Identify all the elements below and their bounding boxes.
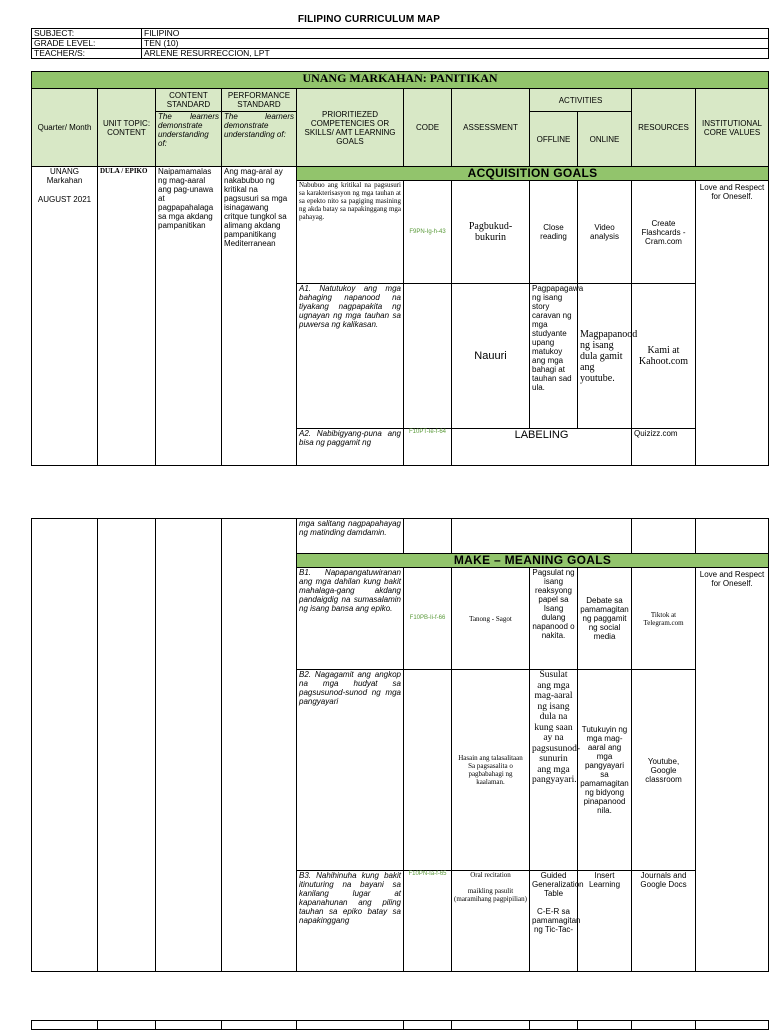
mm-competency-1: B1. Napapangatuwiranan ang mga dahilan kung bakit mahalaga-gang akdang pandaigdig na sumasalamin ng isang bansa ang epiko. xyxy=(297,568,404,670)
header-content-standard-sub: The learners demonstrate understanding of: xyxy=(156,112,222,167)
p3-cell xyxy=(578,1021,632,1030)
p3-cell xyxy=(98,1021,156,1030)
quarter-title: UNANG MARKAHAN: PANITIKAN xyxy=(32,72,769,89)
unit-topic-cell-p2 xyxy=(98,519,156,972)
p3-cell xyxy=(452,1021,530,1030)
performance-standard-cell-p2 xyxy=(222,519,297,972)
content-standard-cell-p2 xyxy=(156,519,222,972)
code-cont-p2 xyxy=(404,519,452,554)
mm-competency-2: B2. Nagagamit ang angkop na mga hudyat sa pagsusunod-sunod ng mga pangyayari xyxy=(297,670,404,871)
acq-offline-1: Close reading xyxy=(530,181,578,284)
teacher-row xyxy=(32,49,769,59)
quarter-cell xyxy=(32,167,98,466)
header-performance-standard-sub: The learners demonstrate understanding of: xyxy=(222,112,297,167)
make-meaning-goals-heading: MAKE – MEANING GOALS xyxy=(297,554,769,568)
acq-offline-2: Pagpapagawa ng isang story caravan ng mga studyante upang matukoy ang mga bahagi at tauhan sad ula. xyxy=(530,284,578,429)
mm-resources-2: Youtube, Google classroom xyxy=(632,670,696,871)
curriculum-table-page1 xyxy=(31,71,769,466)
acq-code-3: F10PT-Ie-f-64 xyxy=(404,429,452,466)
acq-assessment-3: LABELING xyxy=(452,429,632,466)
header-competencies: PRIORITIEZED COMPETENCIES OR SKILLS/ AMT LEARNING GOALS xyxy=(297,89,404,167)
acq-competency-1: Nabubuo ang kritikal na pagsusuri sa karakterisasyon ng mga tauhan at sa epekto nito sa pagiging masining ng akda batay sa napakinggang mga pahayag. xyxy=(297,181,404,284)
mm-code-2 xyxy=(404,670,452,871)
header-assessment: ASSESSMENT xyxy=(452,89,530,167)
p3-cell xyxy=(404,1021,452,1030)
month-name: AUGUST 2021 xyxy=(37,195,92,204)
mm-competency-3: B3. Nahihinuha kung bakit itinuturing na bayani sa kanilang lugar at kapanahunan ang piling tauhan sa epiko batay sa napakinggang xyxy=(297,871,404,972)
mm-offline-3a: Guided Generalization Table xyxy=(532,871,584,898)
p3-cell xyxy=(696,1021,769,1030)
subject-row xyxy=(32,29,769,39)
mm-assessment-3b: maikling pasulit (maramihang pagpipilian) xyxy=(454,887,527,903)
mm-online-3: Insert Learning xyxy=(578,871,632,972)
acq-online-2: Magpapanood ng isang dula gamit ang youtube. xyxy=(578,284,632,429)
header-performance-standard: PERFORMANCE STANDARD xyxy=(222,89,297,112)
quarter-name: UNANG Markahan xyxy=(46,167,83,185)
unit-topic-cell: DULA / EPIKO xyxy=(98,167,156,466)
header-content-standard: CONTENT STANDARD xyxy=(156,89,222,112)
header-online: ONLINE xyxy=(578,112,632,167)
content-standard-cell: Naipamamalas ng mag-aaral ang pag-unawa at pagpapahalaga sa mga akdang pampanitikan xyxy=(156,167,222,466)
mm-offline-3b: C-E-R sa pamamagitan ng Tic-Tac- xyxy=(532,907,581,934)
grade-value: TEN (10) xyxy=(142,39,769,49)
mm-core-values: Love and Respect for Oneself. xyxy=(696,568,769,972)
p3-cell xyxy=(632,1021,696,1030)
header-unit-topic: UNIT TOPIC: CONTENT xyxy=(98,89,156,167)
mm-code-3: F10PN-Ia-f-65 xyxy=(404,871,452,972)
mm-code-1: F10PB-Ii-f-66 xyxy=(404,568,452,670)
acq-competency-3-continued: mga salitang nagpapahayag ng matinding damdamin. xyxy=(297,519,404,554)
header-offline: OFFLINE xyxy=(530,112,578,167)
acq-assessment-1: Pagbukud-bukurin xyxy=(452,181,530,284)
document-title: FILIPINO CURRICULUM MAP xyxy=(297,14,441,25)
acq-code-1: F9PN-Ig-h-43 xyxy=(404,181,452,284)
header-resources: RESOURCES xyxy=(632,89,696,167)
acq-resources-3: Quizizz.com xyxy=(632,429,696,466)
subject-value: FILIPINO xyxy=(142,29,769,39)
acq-online-1: Video analysis xyxy=(578,181,632,284)
quarter-cell-p2 xyxy=(32,519,98,972)
mm-assessment-2: Hasain ang talasalitaan Sa pagsasalita o pagbabahagi ng kaalaman. xyxy=(452,670,530,871)
p3-cell xyxy=(32,1021,98,1030)
p3-cell xyxy=(156,1021,222,1030)
teacher-value: ARLENE RESURRECCION, LPT xyxy=(142,49,769,59)
acq-core-values: Love and Respect for Oneself. xyxy=(696,181,769,466)
mm-online-2: Tutukuyin ng mga mag-aaral ang mga pangyayari sa pamamagitan ng bidyong pinapanood nila. xyxy=(578,670,632,871)
header-activities: ACTIVITIES xyxy=(530,89,632,112)
grade-label: GRADE LEVEL: xyxy=(32,39,142,49)
header-core-values: INSTITUTIONAL CORE VALUES xyxy=(696,89,769,167)
mm-online-1: Debate sa pamamagitan ng paggamit ng social media xyxy=(578,568,632,670)
curriculum-table-page3-top xyxy=(31,1020,769,1030)
acq-code-2 xyxy=(404,284,452,429)
p3-cell xyxy=(222,1021,297,1030)
acq-assessment-2: Nauuri xyxy=(452,284,530,429)
values-cont-p2 xyxy=(696,519,769,554)
acq-resources-1: Create Flashcards - Cram.com xyxy=(632,181,696,284)
curriculum-table-page2 xyxy=(31,518,769,972)
mm-offline-2: Susulat ang mga mag-aaral ng isang dula na kung saan ay na pagsusunod-sunurin ang mga pangyayari. xyxy=(530,670,578,871)
header-quarter: Quarter/ Month xyxy=(32,89,98,167)
mm-resources-3: Journals and Google Docs xyxy=(632,871,696,972)
acq-competency-3: A2. Nabibigyang-puna ang bisa ng paggamit ng xyxy=(297,429,404,466)
p3-cell xyxy=(530,1021,578,1030)
mm-offline-3 xyxy=(530,871,584,972)
subject-label: SUBJECT: xyxy=(32,29,142,39)
acq-resources-2: Kami at Kahoot.com xyxy=(632,284,696,429)
resources-cont-p2 xyxy=(632,519,696,554)
header-code: CODE xyxy=(404,89,452,167)
mm-assessment-3a: Oral recitation xyxy=(470,871,511,879)
info-table xyxy=(31,28,769,59)
teacher-label: TEACHER/S: xyxy=(32,49,142,59)
assessment-cont-p2 xyxy=(452,519,632,554)
performance-standard-cell: Ang mag-aral ay nakabubuo ng kritikal na pagsusuri sa mga isinagawang critque tungkol sa alimang akdang pampanitikang Mediterranean xyxy=(222,167,297,466)
mm-offline-1: Pagsulat ng isang reaksyong papel sa Isang dulang napanood o nakita. xyxy=(530,568,578,670)
grade-row xyxy=(32,39,769,49)
acq-competency-2: A1. Natutukoy ang mga bahaging napanood na tiyakang nagpapakita ng ugnayan ng mga tauhan sa puwersa ng kalikasan. xyxy=(297,284,404,429)
mm-assessment-3 xyxy=(452,871,530,972)
mm-assessment-1: Tanong - Sagot xyxy=(452,568,530,670)
mm-resources-1: Tiktok at Telegram.com xyxy=(632,568,696,670)
p3-cell xyxy=(297,1021,404,1030)
acquisition-goals-heading: ACQUISITION GOALS xyxy=(297,167,769,181)
